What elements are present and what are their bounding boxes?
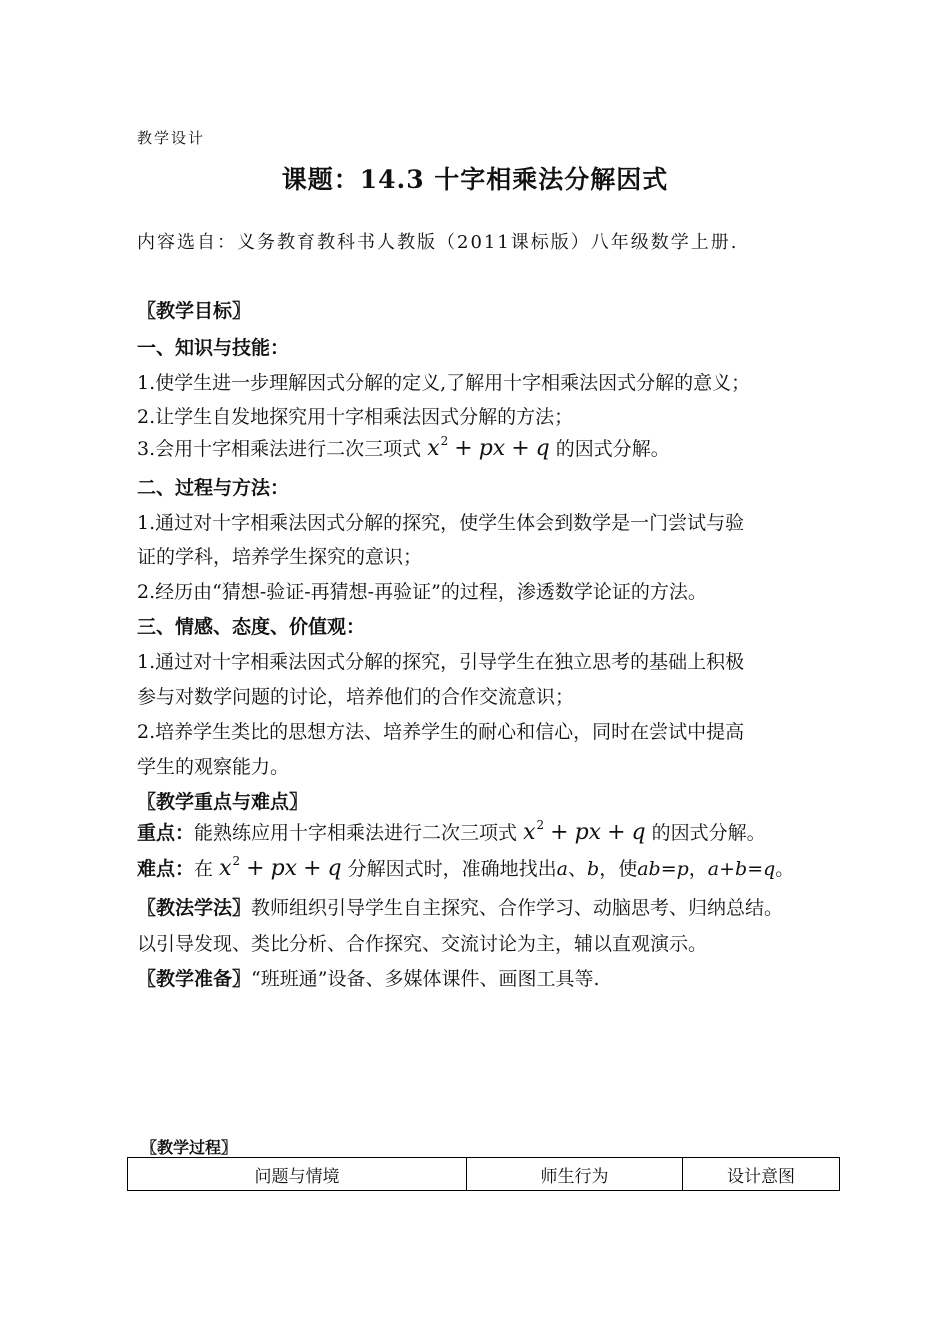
- knowledge-item-2: 2.让学生自发地探究用十字相乘法因式分解的方法；: [137, 406, 574, 428]
- knowledge-item-1: 1.使学生进一步理解因式分解的定义,了解用十字相乘法因式分解的意义；: [137, 372, 751, 394]
- preparation-line: 〖教学准备〗“班班通”设备、多媒体课件、画图工具等.: [137, 968, 600, 990]
- key-point-line: 重点：能熟练应用十字相乘法进行二次三项式 $x^2$ + px + q 的因式分解。: [137, 818, 766, 845]
- values-item-1b: 参与对数学问题的讨论，培养他们的合作交流意识；: [137, 686, 575, 708]
- values-heading: 三、情感、态度、价值观：: [137, 616, 366, 638]
- method-line-2: 以引导发现、类比分析、合作探究、交流讨论为主，辅以直观演示。: [137, 933, 708, 955]
- column-header: 设计意图: [683, 1158, 840, 1191]
- knowledge-item-3: 3.会用十字相乘法进行二次三项式 $x^2$ + px + q 的因式分解。: [137, 434, 670, 461]
- process-item-1b: 证的学科，培养学生探究的意识；: [137, 546, 423, 568]
- method-line: 〖教法学法〗教师组织引导学生自主探究、合作学习、动脑思考、归纳总结。: [137, 897, 784, 919]
- teaching-process-table: [127, 1157, 840, 1191]
- values-item-2b: 学生的观察能力。: [137, 756, 290, 778]
- values-item-2a: 2.培养学生类比的思想方法、培养学生的耐心和信心，同时在尝试中提高: [137, 721, 745, 743]
- keypoints-heading: 〖教学重点与难点〗: [137, 791, 309, 813]
- column-header: 师生行为: [467, 1158, 683, 1191]
- values-item-1a: 1.通过对十字相乘法因式分解的探究，引导学生在独立思考的基础上积极: [137, 651, 745, 673]
- content-source: 内容选自：义务教育教科书人教版（2011课标版）八年级数学上册.: [137, 232, 739, 253]
- objectives-heading: 〖教学目标〗: [137, 300, 252, 322]
- table-header-row: [128, 1158, 840, 1191]
- quadratic-formula: $x^2$ + px + q: [523, 818, 646, 845]
- process-item-1a: 1.通过对十字相乘法因式分解的探究，使学生体会到数学是一门尝试与验: [137, 512, 745, 534]
- difficulty-line: 难点：在 $x^2$ + px + q 分解因式时，准确地找出a、b，使ab=p，a+b=q。: [137, 854, 795, 881]
- header-label: 教学设计: [137, 129, 206, 147]
- page-title: 课题：14.3 十字相乘法分解因式: [281, 165, 669, 194]
- process-heading: 二、过程与方法：: [137, 477, 290, 499]
- quadratic-formula: $x^2$ + px + q: [427, 434, 550, 461]
- teaching-process-heading: 〖教学过程〗: [141, 1138, 238, 1157]
- process-item-2: 2.经历由“猜想-验证-再猜想-再验证”的过程，渗透数学论证的方法。: [137, 581, 707, 603]
- knowledge-heading: 一、知识与技能：: [137, 337, 290, 359]
- quadratic-formula: $x^2$ + px + q: [219, 854, 342, 881]
- column-header: 问题与情境: [128, 1158, 467, 1191]
